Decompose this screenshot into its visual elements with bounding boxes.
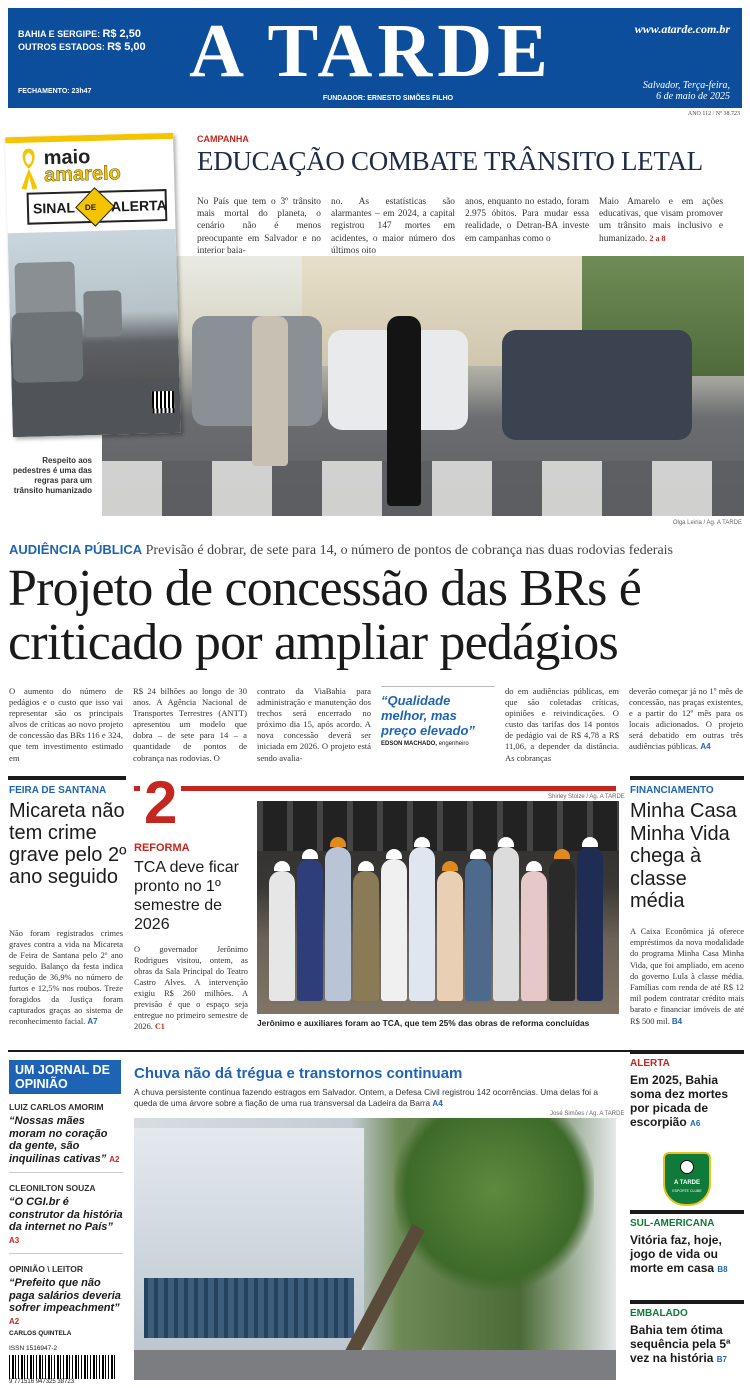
sidebar-item[interactable] — [630, 1050, 744, 1131]
opinion-quote: “O CGI.br é construtor da história da internet no País” A3 — [9, 1196, 123, 1245]
hard-hat-icon — [302, 849, 318, 859]
newspaper-logo[interactable]: A TARDE — [189, 9, 553, 93]
sidebar-headline: Vitória faz, hoje, jogo de vida ou morte em casa B8 — [630, 1233, 728, 1275]
opinion-author: CLEONILTON SOUZA — [9, 1183, 96, 1193]
housing-kicker: FINANCIAMENTO — [630, 785, 714, 796]
issn: ISSN 1516947-2 — [9, 1345, 58, 1352]
opinion-item[interactable] — [9, 1264, 123, 1343]
person-figure — [269, 871, 295, 1001]
person-figure — [381, 859, 407, 1001]
person-figure — [549, 859, 575, 1001]
club-badge: A TARDE ESPORTE CLUBE — [663, 1152, 711, 1206]
hard-hat-icon — [498, 837, 514, 847]
sidebar-item[interactable] — [630, 1300, 744, 1367]
campaign-col-3: anos, enquanto no estado, foram 2.975 óbitos. Para mudar essa realidade, o Detran-BA investe em campanhas como o — [465, 197, 589, 244]
hard-hat-icon — [330, 837, 346, 847]
rain-deck: A chuva persistente continua fazendo estragos em Salvador. Ontem, a Defesa Civil registrou 142 ocorrências. Uma delas foi a queda de uma árvore sobre a fiação de uma rua transversal da Ladeira da Barra A4 — [134, 1087, 598, 1108]
sidebar-item[interactable] — [630, 1210, 744, 1277]
feira-rule — [8, 776, 126, 780]
crosswalk-photo — [102, 256, 744, 516]
person-figure — [437, 871, 463, 1001]
toll-col-6: deverão começar já no 1º mês de concessão, nas praças existentes, e a partir do 12º mês para os locais adicionados. O projeto será debatido em outras três audiências públicas. A4 — [629, 686, 743, 752]
person-figure — [521, 871, 547, 1001]
maio-amarelo-poster — [5, 133, 181, 437]
opinion-quote: “Prefeito que não paga salários deveria sofrer impeachment” A2 — [9, 1277, 121, 1326]
edition-number: ANO 112 / Nº 38.723 — [687, 111, 740, 117]
sidebar-kicker: SUL-AMERICANA — [630, 1218, 715, 1229]
hard-hat-icon — [554, 849, 570, 859]
toll-col-3: contrato da ViaBahia para administração e manutenção dos trechos será encerrado no próximo dia 15, após acordo. A nova concessão deverá ser iniciada em 2026. O projeto está sendo avalia- — [257, 686, 371, 763]
opinion-box-title: UM JORNAL DE OPINIÃO — [9, 1060, 121, 1094]
feira-body: Não foram registrados crimes graves contra a vida na Micareta de Feira de Santana pelo 2º ano seguido. Balanço da festa indica redução de 36,9% no número de furtos e 12,5% nos roubos. Treze foragidos da Justiça foram capturados graças ao sistema de reconhecimento facial. A7 — [9, 929, 123, 1026]
person-figure — [465, 859, 491, 1001]
hard-hat-icon — [470, 849, 486, 859]
tca-caption: Jerônimo e auxiliares foram ao TCA, que tem 25% das obras de reforma concluídas — [257, 1018, 590, 1028]
person-figure — [325, 847, 351, 1001]
poster-title-amarelo: amarelo — [43, 162, 122, 187]
sidebar-kicker: ALERTA — [630, 1058, 670, 1069]
barcode — [9, 1355, 117, 1379]
masthead — [8, 8, 742, 108]
hard-hat-icon — [414, 837, 430, 847]
campaign-col-1: No País que tem o 3º trânsito mais mortal do planeta, o cenário não é menos preocupante em Salvador e no interior baia- — [197, 197, 321, 256]
housing-body: A Caixa Econômica já oferece empréstimos da nova modalidade do programa Minha Casa Minha Vida, que foi ampliado, em aceno do governo Lula à classe média. Famílias com renda de até R$ 12 mil podem contratar crédito mais barato e financiar imóveis de até R$ 500 mil. B4 — [630, 927, 744, 1026]
hard-hat-icon — [386, 849, 402, 859]
person-figure — [577, 847, 603, 1001]
tca-photo-credit: Shirley Stolze / Ag. A TARDE — [548, 794, 625, 800]
opinion-quote: “Nossas mães moram no coração da gente, são inquilinas cativas” A2 — [9, 1115, 120, 1165]
toll-kicker-line: AUDIÊNCIA PÚBLICA Previsão é dobrar, de sete para 14, o número de pontos de cobrança nas duas rodovias federais — [9, 542, 674, 558]
tca-body: O governador Jerônimo Rodrigues visitou, ontem, as obras da Sala Principal do Teatro Castro Alves. A intervenção exigiu R$ 260 milhões. A previsão é que o espaço seja entregue no primeiro semestre de 2026. C1 — [134, 945, 248, 1031]
closing-time: FECHAMENTO: 23h47 — [18, 88, 92, 95]
football-icon — [680, 1160, 694, 1174]
sidebar-headline: Bahia tem ótima sequência pela 5ª vez na história B7 — [630, 1323, 731, 1365]
barcode-number: 9 771516 947325 38723 — [9, 1379, 75, 1385]
price-local: BAHIA E SERGIPE: R$ 2,50 — [18, 28, 141, 40]
opinion-byline: CARLOS QUINTELA — [9, 1330, 72, 1337]
price-other: OUTROS ESTADOS: R$ 5,00 — [18, 41, 146, 53]
campaign-col-4: Maio Amarelo e em ações educativas, que visam promover um trânsito mais inclusivo e humanizado. 2 a 8 — [599, 197, 723, 244]
rain-photo-credit: José Simões / Ag. A TARDE — [550, 1111, 625, 1117]
toll-pull-quote: “Qualidade melhor, mas preço elevado” EDSON MACHADO, engenheiro — [381, 686, 495, 747]
poster-photo — [8, 229, 181, 437]
pedestrian-woman — [387, 316, 421, 506]
hard-hat-icon — [274, 861, 290, 871]
pedestrian-man — [252, 316, 288, 466]
feira-headline[interactable]: Micareta não tem crime grave pelo 2º ano seguido — [9, 800, 127, 888]
sidebar-kicker: EMBALADO — [630, 1308, 688, 1319]
sidebar-headline: Em 2025, Bahia soma dez mortes por picada de escorpião A6 — [630, 1073, 729, 1129]
campaign-headline[interactable]: EDUCAÇÃO COMBATE TRÂNSITO LETAL — [197, 146, 703, 176]
website-link[interactable]: www.atarde.com.br — [634, 22, 730, 36]
campaign-caption: Respeito aos pedestres é uma das regras para um trânsito humanizado — [12, 456, 92, 495]
hard-hat-icon — [582, 837, 598, 847]
hard-hat-icon — [526, 861, 542, 871]
opinion-author: OPINIÃO \ LEITOR — [9, 1264, 83, 1274]
people-group — [265, 831, 615, 1001]
tca-kicker: REFORMA — [134, 842, 190, 854]
fallen-tree-photo — [134, 1118, 616, 1380]
tca-rule — [134, 786, 616, 791]
tca-photo — [257, 801, 619, 1014]
person-figure — [297, 859, 323, 1001]
person-figure — [409, 847, 435, 1001]
toll-col-5: do em audiências públicas, em que são coletadas críticas, opiniões e reivindicações. O custo das tarifas dos 14 pontos de pedágio vai de R$ 4,78 a R$ 11,06, a depender da distância. As cobranças — [505, 686, 619, 763]
section-number: 2 — [140, 773, 181, 833]
toll-headline[interactable]: Projeto de concessão das BRs é criticado por ampliar pedágios — [8, 560, 642, 671]
dateline: Salvador, Terça-feira, 6 de maio de 2025 — [642, 80, 730, 102]
poster-title-maio: maio — [43, 146, 91, 170]
housing-headline[interactable]: Minha Casa Minha Vida chega à classe média — [630, 800, 737, 912]
founder-line: FUNDADOR: ERNESTO SIMÕES FILHO — [322, 95, 454, 102]
opinion-item[interactable] — [9, 1102, 123, 1173]
feira-kicker: FEIRA DE SANTANA — [9, 785, 107, 796]
campaign-kicker: CAMPANHA — [197, 134, 249, 144]
opinion-author: LUIZ CARLOS AMORIM — [9, 1102, 104, 1112]
toll-col-2: R$ 24 bilhões ao longo de 30 anos. A Agência Nacional de Transportes Terrestres (ANTT) apresentou um modelo que dobra – de sete para 14 – a quantidade de pontos de cobrança nas rodovias. O — [133, 686, 247, 763]
person-figure — [353, 871, 379, 1001]
person-figure — [493, 847, 519, 1001]
tca-headline[interactable]: TCA deve ficar pronto no 1º semestre de 2026 — [134, 859, 239, 933]
rain-headline[interactable]: Chuva não dá trégua e transtornos continuam — [134, 1065, 463, 1082]
toll-col-1: O aumento do número de pedágios e o custo que isso vai representar são os principais alvos de críticas ao novo projeto de concessão das BRs 116 e 324, que tem investimento estimado em — [9, 686, 123, 763]
hard-hat-icon — [358, 861, 374, 871]
yellow-ribbon-icon — [17, 146, 40, 191]
hard-hat-icon — [442, 861, 458, 871]
poster-sign: SINAL DE ALERTA — [27, 189, 168, 225]
opinion-list — [9, 1102, 123, 1353]
campaign-photo-credit: Olga Leiria / Ag. A TARDE — [672, 520, 742, 526]
opinion-item[interactable] — [9, 1183, 123, 1254]
qr-code — [152, 391, 175, 414]
campaign-col-2: no. As estatísticas são alarmantes – em 2024, a capital registrou 147 mortes em acidentes, o maior número dos últimos oito — [331, 197, 455, 256]
housing-rule — [630, 776, 744, 780]
